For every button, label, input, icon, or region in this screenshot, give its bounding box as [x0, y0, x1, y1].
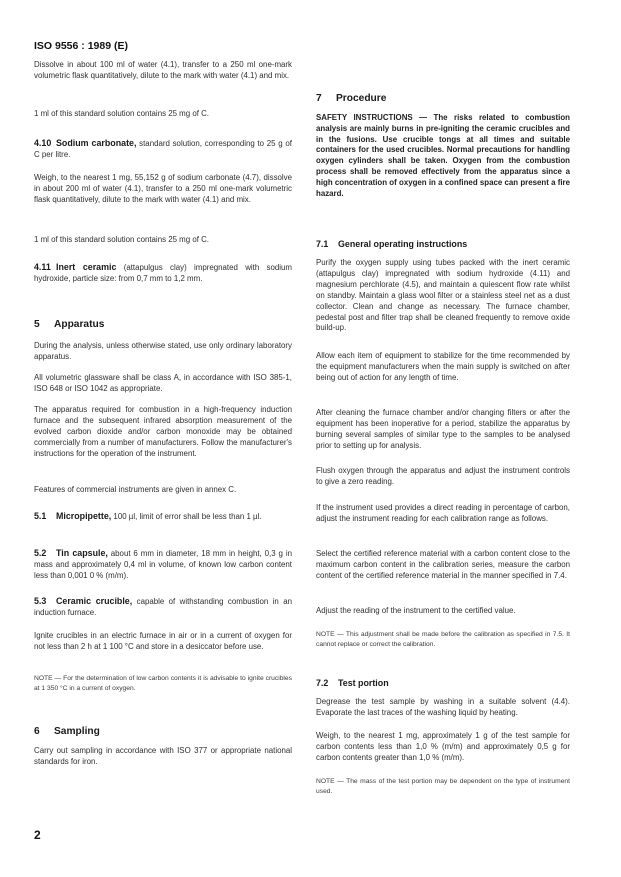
clause-number: 5.2	[34, 548, 47, 558]
paragraph: 1 ml of this standard solution contains 25 mg of C.	[34, 109, 210, 118]
paragraph: Degrease the test sample by washing in a suitable solvent (4.4). Evaporate the last traces of the washing liquid by heating.	[316, 697, 570, 717]
paragraph: Features of commercial instruments are given in annex C.	[34, 485, 237, 494]
section-number: 5	[34, 319, 40, 330]
paragraph: The apparatus required for combustion in a high-frequency induction furnace and the subsequent infrared absorption measurement of the evolved carbon dioxide and/or carbon monoxide may be obtained commercially from a number of manufacturers. Follow the manufacturer's instructions for the operation of the instrument.	[34, 405, 292, 458]
subsection-heading-7-1	[316, 234, 570, 252]
clause-text: 100 µl, limit of error shall be less than 1 µl.	[111, 512, 262, 521]
paragraph: Allow each item of equipment to stabilize for the time recommended by the equipment manufacturers when the main supply is switched on after being out of action for any length of time.	[316, 351, 570, 382]
note: NOTE — For the determination of low carbon contents it is advisable to ignite crucibles at 1 350 °C in a current of oxygen.	[34, 675, 292, 692]
subsection-title: General operating instructions	[338, 239, 468, 249]
section-title: Apparatus	[54, 319, 105, 330]
clause-text: standard solution, corresponding to 25 g of C per litre.	[34, 139, 292, 159]
paragraph: Select the certified reference material with a carbon content close to the maximum carbon content in the calibration series, measure the carbon content of the certified reference material in the manner specified in 7.4.	[316, 549, 570, 580]
section-number: 7	[316, 93, 322, 104]
clause-title: Ceramic crucible,	[56, 596, 133, 606]
section-heading-7	[316, 88, 570, 106]
subsection-number: 7.2	[316, 678, 329, 688]
document-header: ISO 9556 : 1989 (E)	[34, 40, 128, 52]
clause-title: Sodium carbonate,	[56, 138, 137, 148]
clause-title: Micropipette,	[56, 511, 112, 521]
paragraph: All volumetric glassware shall be class A, in accordance with ISO 385-1, ISO 648 or ISO 1042 as appropriate.	[34, 373, 292, 393]
paragraph: Weigh, to the nearest 1 mg, approximately 1 g of the test sample for carbon contents less than 1,0 % (m/m) and approximately 0,5 g for carbon contents greater than 1,0 % (m/m).	[316, 731, 570, 762]
clause-number: 5.1	[34, 511, 47, 521]
note: NOTE — This adjustment shall be made before the calibration as specified in 7.5. It cannot replace or correct the calibration.	[316, 631, 570, 648]
paragraph: If the instrument used provides a direct reading in percentage of carbon, adjust the instrument reading for each calibration range as follows.	[316, 503, 570, 523]
clause-title: Tin capsule,	[56, 548, 108, 558]
section-heading-6	[34, 721, 292, 739]
paragraph: After cleaning the furnace chamber and/or changing filters or after the equipment has been inoperative for a period, stabilize the apparatus by burning several samples of similar type to the samples to be analysed prior to setting up for analysis.	[316, 408, 570, 450]
clause-4-10	[34, 138, 292, 161]
paragraph: Carry out sampling in accordance with ISO 377 or appropriate national standards for iron.	[34, 746, 292, 766]
paragraph: Purify the oxygen supply using tubes packed with the inert ceramic (attapulgus clay) impregnated with sodium hydroxide (4.11) and magnesium perchlorate (4.5), and maintain a quiescent flow rate whilst on standby. Maintain a glass wool filter or a stainless steel net as a dust collector. Clean and change as necessary. The furnace chamber, pedestal post and filter trap shall be cleaned frequently to remove oxide build-up.	[316, 258, 570, 333]
paragraph: Adjust the reading of the instrument to the certified value.	[316, 606, 516, 615]
paragraph: During the analysis, unless otherwise stated, use only ordinary laboratory apparatus.	[34, 341, 292, 361]
safety-instructions: SAFETY INSTRUCTIONS — The risks related to combustion analysis are mainly burns in pre-igniting the ceramic crucibles and in the fusions. Use crucible tongs at all times and suitable containers for the used crucibles. Normal precautions for handling oxygen cylinders shall be taken. Oxygen from the combustion process shall be removed effectively from the apparatus since a high concentration of oxygen in a confined space can present a fire hazard.	[316, 113, 570, 198]
paragraph: Weigh, to the nearest 1 mg, 55,152 g of sodium carbonate (4.7), dissolve in about 200 ml of water (4.1), transfer to a 250 ml one-mark volumetric flask quantitatively, dilute to the mark with water (4.1) and mix.	[34, 173, 292, 204]
clause-5-1	[34, 511, 292, 523]
page-number: 2	[34, 828, 41, 842]
paragraph: 1 ml of this standard solution contains 25 mg of C.	[34, 235, 210, 244]
subsection-number: 7.1	[316, 239, 329, 249]
clause-5-3	[34, 596, 292, 619]
clause-text: capable of withstanding combustion in an induction furnace.	[34, 597, 292, 617]
clause-text: (attapulgus clay) impregnated with sodium hydroxide, particle size: from 0,7 mm to 1,2 mm.	[34, 263, 292, 283]
note: NOTE — The mass of the test portion may be dependent on the type of instrument used.	[316, 778, 570, 795]
clause-number: 4.11	[34, 262, 51, 272]
section-number: 6	[34, 726, 40, 737]
section-heading-5	[34, 314, 292, 332]
clause-4-11	[34, 262, 292, 285]
subsection-title: Test portion	[338, 678, 389, 688]
clause-text: about 6 mm in diameter, 18 mm in height, 0,3 g in mass and approximately 0,4 ml in volume, of known low carbon content less than 0,001 0 % (m/m).	[34, 549, 292, 580]
clause-5-2	[34, 548, 292, 582]
subsection-heading-7-2	[316, 673, 570, 691]
paragraph: Ignite crucibles in an electric furnace in air or in a current of oxygen for not less than 2 h at 1 100 °C and store in a desiccator before use.	[34, 631, 292, 651]
clause-number: 5.3	[34, 596, 47, 606]
clause-title: Inert ceramic	[56, 262, 117, 272]
section-title: Sampling	[54, 726, 100, 737]
clause-number: 4.10	[34, 138, 52, 148]
section-title: Procedure	[336, 93, 387, 104]
paragraph: Dissolve in about 100 ml of water (4.1), transfer to a 250 ml one-mark volumetric flask quantitatively, dilute to the mark with water (4.1) and mix.	[34, 60, 292, 80]
paragraph: Flush oxygen through the apparatus and adjust the instrument controls to give a zero reading.	[316, 466, 570, 486]
